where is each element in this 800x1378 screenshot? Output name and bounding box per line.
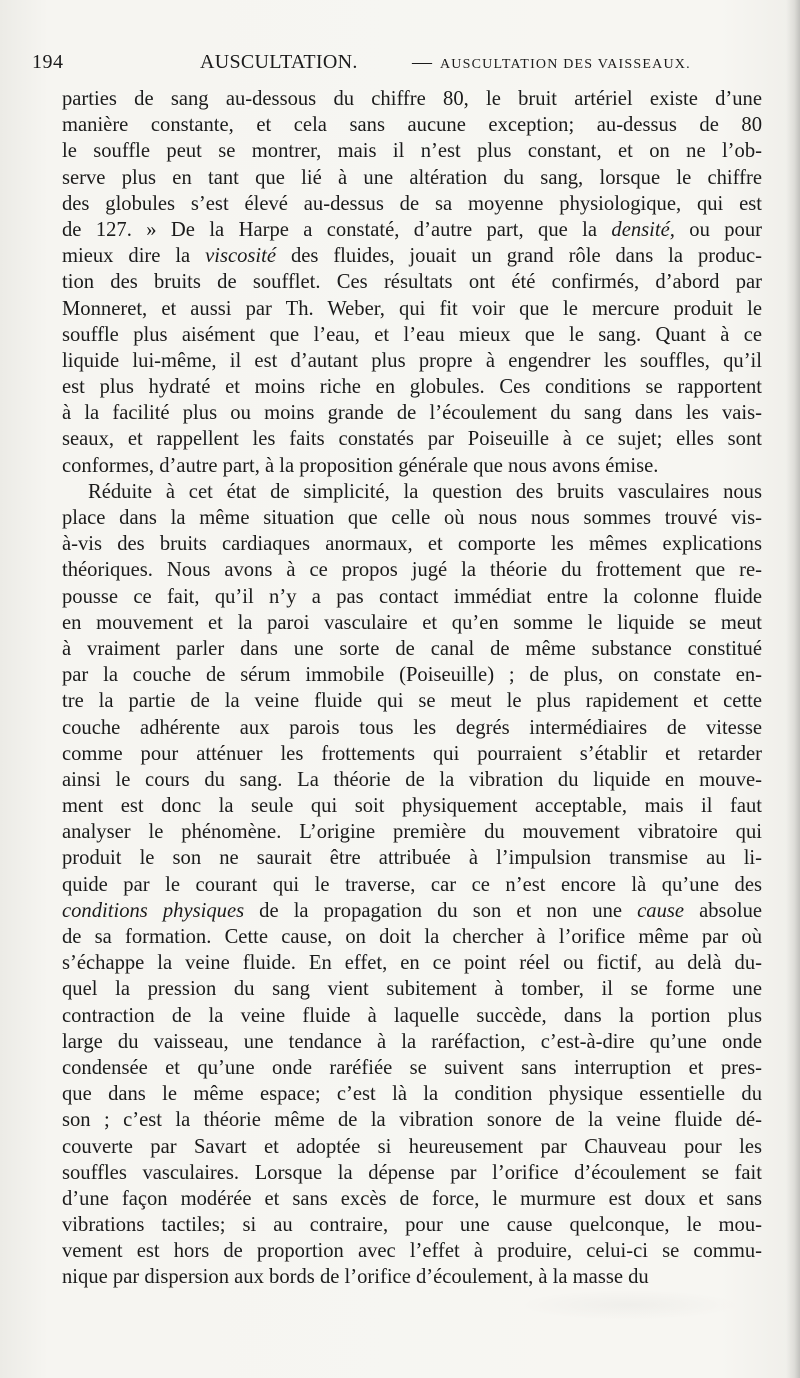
text-run: manière constante, et cela sans aucune exception; au-dessus de 80 xyxy=(62,114,762,137)
text-line xyxy=(62,1003,762,1029)
text-line xyxy=(62,1264,762,1290)
running-title: AUSCULTATION. xyxy=(200,51,358,73)
text-run: d’une façon modérée et sans excès de force, le murmure est doux et sans xyxy=(62,1187,762,1210)
text-run: ment est donc la seule qui soit physiquement acceptable, mais il faut xyxy=(62,795,762,818)
text-line xyxy=(62,296,762,322)
text-run: de la propagation du son et non une xyxy=(244,899,638,922)
text-run: vibrations tactiles; si au contraire, pour une cause quelconque, le mou- xyxy=(62,1214,762,1237)
text-line xyxy=(62,662,762,688)
text-run: que dans le même espace; c’est là la condition physique essentielle du xyxy=(62,1083,762,1106)
text-line xyxy=(62,950,762,976)
text-run: pousse ce fait, qu’il n’y a pas contact immédiat entre la colonne fluide xyxy=(62,585,762,608)
text-run: son ; c’est la théorie même de la vibration sonore de la veine fluide dé- xyxy=(62,1109,762,1132)
text-run: Monneret, et aussi par Th. Weber, qui fit voir que le mercure produit le xyxy=(62,297,762,320)
text-run: large du vaisseau, une tendance à la raréfaction, c’est-à-dire qu’une onde xyxy=(62,1030,762,1053)
text-line xyxy=(62,217,762,243)
text-line xyxy=(62,767,762,793)
text-run: liquide lui-même, il est d’autant plus propre à engendrer les souffles, qu’il xyxy=(62,349,762,372)
text-line xyxy=(62,243,762,269)
text-run: tre la partie de la veine fluide qui se meut le plus rapidement et cette xyxy=(62,690,762,713)
page-edge-shadow xyxy=(786,0,800,1378)
text-run: le souffle peut se montrer, mais il n’est plus constant, et on ne l’ob- xyxy=(62,140,762,163)
text-run: condensée et qu’une onde raréfiée se suivent sans interruption et pres- xyxy=(62,1056,762,1079)
text-line xyxy=(62,1081,762,1107)
text-line xyxy=(62,819,762,845)
text-run: est plus hydraté et moins riche en globules. Ces conditions se rapportent xyxy=(62,376,762,399)
text-run: à-vis des bruits cardiaques anormaux, et comporte les mêmes explications xyxy=(62,533,762,556)
text-line xyxy=(62,1134,762,1160)
text-run: quide par le courant qui le traverse, car ce n’est encore là qu’une des xyxy=(62,873,762,896)
text-run: Réduite à cet état de simplicité, la question des bruits vasculaires nous xyxy=(88,480,762,503)
text-run: serve plus en tant que lié à une altération du sang, lorsque le chiffre xyxy=(62,166,762,189)
text-line xyxy=(62,610,762,636)
text-run: s’échappe la veine fluide. En effet, en ce point réel ou fictif, au delà du- xyxy=(62,952,762,975)
text-run: des globules s’est élevé au-dessus de sa moyenne physiologique, qui est xyxy=(62,192,762,215)
text-run: nique par dispersion aux bords de l’orifice d’écoulement, à la masse du xyxy=(62,1266,649,1289)
text-line xyxy=(62,138,762,164)
text-line xyxy=(62,269,762,295)
text-line xyxy=(62,374,762,400)
text-line xyxy=(62,898,762,924)
text-run: absolue xyxy=(684,899,763,922)
text-run: mieux dire la xyxy=(62,245,206,268)
text-line xyxy=(62,1107,762,1133)
text-line xyxy=(62,845,762,871)
text-line xyxy=(62,557,762,583)
text-line xyxy=(62,348,762,374)
text-line xyxy=(62,453,762,479)
text-run: à la facilité plus ou moins grande de l’écoulement du sang dans les vais- xyxy=(62,402,762,425)
page-number: 194 xyxy=(32,51,64,73)
text-run: vement est hors de proportion avec l’effet à produire, celui-ci se commu- xyxy=(62,1240,762,1263)
text-run: produit le son ne saurait être attribuée à l’impulsion transmise au li- xyxy=(62,847,762,870)
text-run: de 127. » De la Harpe a constaté, d’autre part, que la xyxy=(62,218,612,241)
text-line xyxy=(62,793,762,819)
text-line xyxy=(62,505,762,531)
text-run: quel la pression du sang vient subitement à tomber, il se forme une xyxy=(62,978,762,1001)
text-run: comme pour atténuer les frottements qui pourraient s’établir et retarder xyxy=(62,742,762,765)
text-line xyxy=(62,1238,762,1264)
running-subtitle: AUSCULTATION DES VAISSEAUX. xyxy=(440,57,691,72)
text-run: théoriques. Nous avons à ce propos jugé la théorie du frottement que re- xyxy=(62,559,762,582)
text-line xyxy=(62,636,762,662)
text-run: ou pour xyxy=(674,218,763,241)
text-run: des fluides, jouait un grand rôle dans la produc- xyxy=(276,245,762,268)
text-run: place dans la même situation que celle où nous nous sommes trouvé vis- xyxy=(62,507,762,529)
text-run: analyser le phénomène. L’origine première du mouvement vibratoire qui xyxy=(62,821,762,844)
italic-term: conditions physiques xyxy=(62,899,245,922)
running-dash: — xyxy=(412,51,432,73)
text-run: souffles vasculaires. Lorsque la dépense par l’orifice d’écoulement se fait xyxy=(62,1161,762,1184)
text-line xyxy=(62,191,762,217)
text-line xyxy=(62,872,762,898)
text-run: ainsi le cours du sang. La théorie de la vibration du liquide en mouve- xyxy=(62,768,762,791)
text-line xyxy=(62,976,762,1002)
text-run: par la couche de sérum immobile (Poiseuille) ; de plus, on constate en- xyxy=(62,664,762,687)
text-run: conformes, d’autre part, à la proposition générale que nous avons émise. xyxy=(62,454,659,477)
text-line xyxy=(62,924,762,950)
text-line xyxy=(62,1212,762,1238)
italic-term: cause xyxy=(637,899,685,922)
body-text xyxy=(62,86,762,1291)
text-line xyxy=(62,112,762,138)
text-line xyxy=(62,322,762,348)
text-line xyxy=(62,165,762,191)
text-line xyxy=(62,584,762,610)
text-line xyxy=(62,1055,762,1081)
running-header xyxy=(32,48,762,76)
text-line xyxy=(62,1029,762,1055)
text-line xyxy=(62,1186,762,1212)
text-run: parties de sang au-dessous du chiffre 80, le bruit artériel existe d’une xyxy=(62,88,762,110)
text-line xyxy=(62,1160,762,1186)
text-run: contraction de la veine fluide à laquelle succède, dans la portion plus xyxy=(62,1004,762,1027)
text-run: à vraiment parler dans une sorte de canal de même substance constitué xyxy=(62,637,762,660)
text-line xyxy=(62,688,762,714)
text-line xyxy=(62,741,762,767)
italic-term: viscosité xyxy=(205,245,277,268)
text-line xyxy=(62,479,762,505)
text-run: souffle plus aisément que l’eau, et l’eau mieux que le sang. Quant à ce xyxy=(62,323,762,346)
text-run: de sa formation. Cette cause, on doit la chercher à l’orifice même par où xyxy=(62,926,762,948)
text-run: seaux, et rappellent les faits constatés par Poiseuille à ce sujet; elles sont xyxy=(62,428,762,451)
text-run: couche adhérente aux parois tous les degrés intermédiaires de vitesse xyxy=(62,716,762,739)
text-run: en mouvement et la paroi vasculaire et qu’en somme le liquide se meut xyxy=(62,611,762,634)
text-line xyxy=(62,86,762,112)
text-line xyxy=(62,531,762,557)
text-line xyxy=(62,426,762,452)
text-line xyxy=(62,715,762,741)
text-run: couverte par Savart et adoptée si heureusement par Chauveau pour les xyxy=(62,1135,762,1158)
italic-term: densité, xyxy=(611,218,675,241)
text-line xyxy=(62,400,762,426)
text-run: tion des bruits de soufflet. Ces résultats ont été confirmés, d’abord par xyxy=(62,271,762,294)
paper-stain xyxy=(520,1290,740,1320)
